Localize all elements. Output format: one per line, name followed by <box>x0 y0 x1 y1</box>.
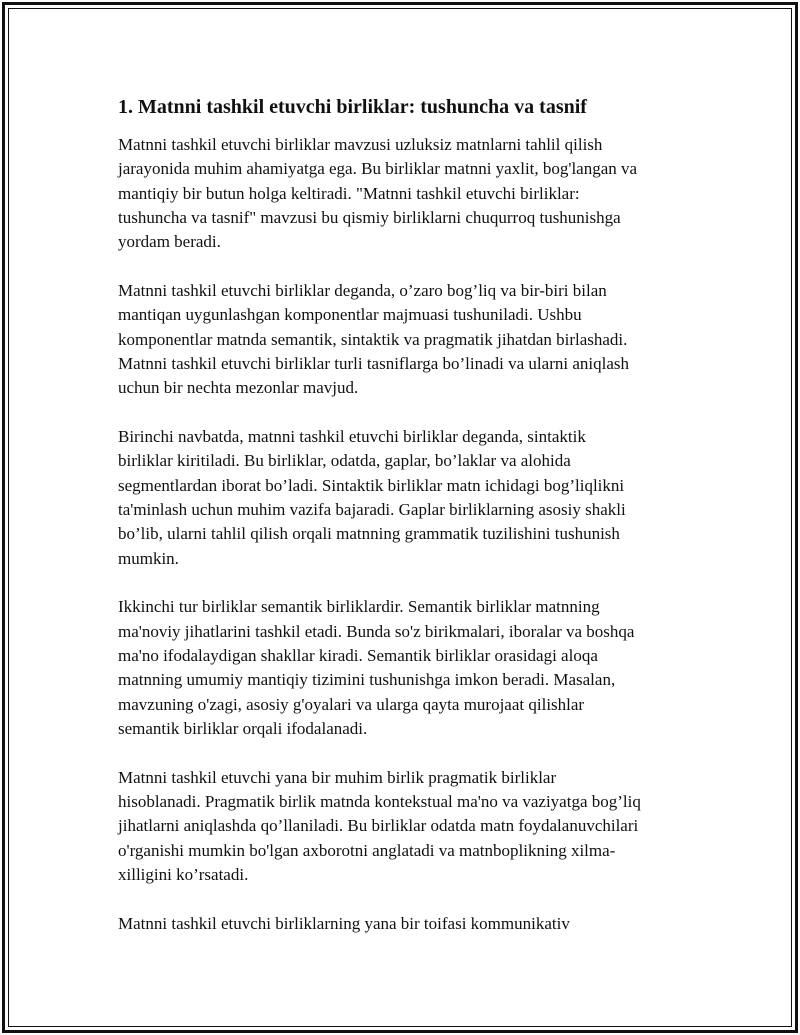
text-line: Birinchi navbatda, matnni tashkil etuvchi birliklar deganda, sintaktik <box>118 426 586 446</box>
text-line: uchun bir nechta mezonlar mavjud. <box>118 378 359 398</box>
text-line: o'rganishi mumkin bo'lgan axborotni anglatadi va matnboplikning xilma- <box>118 840 616 860</box>
text-line: birliklar kiritiladi. Bu birliklar, odatda, gaplar, bo’laklar va alohida <box>118 451 571 471</box>
text-line: mavzuning o'zagi, asosiy g'oyalari va ularga qayta murojaat qilishlar <box>118 694 585 714</box>
text-line: ma'noviy jihatlarini tashkil etadi. Bunda so'z birikmalari, iboralar va boshqa <box>118 621 635 641</box>
text-line: semantik birliklar orqali ifodalanadi. <box>118 718 368 738</box>
text-line: ta'minlash uchun muhim vazifa bajaradi. Gaplar birliklarning asosiy shakli <box>118 499 626 519</box>
text-line: matnning umumiy mantiqiy tizimini tushunishga imkon beradi. Masalan, <box>118 670 616 690</box>
text-line: ma'no ifodalaydigan shakllar kiradi. Semantik birliklar orasidagi aloqa <box>118 645 598 665</box>
text-line: segmentlardan iborat bo’ladi. Sintaktik birliklar matn ichidagi bog’liqlikni <box>118 475 625 495</box>
text-line: mantiqan uygunlashgan komponentlar majmuasi tushuniladi. Ushbu <box>118 305 582 325</box>
text-line: tushuncha va tasnif" mavzusi bu qismiy birliklarni chuqurroq tushunishga <box>118 207 621 227</box>
paragraph-3 <box>118 425 698 571</box>
paragraph-2 <box>118 279 698 401</box>
section-heading: 1. Matnni tashkil etuvchi birliklar: tushuncha va tasnif <box>118 96 587 118</box>
text-line: Matnni tashkil etuvchi birliklar mavzusi uzluksiz matnlarni tahlil qilish <box>118 135 603 154</box>
text-line: Matnni tashkil etuvchi birliklar turli tasniflarga bo’linadi va ularni aniqlash <box>118 353 629 373</box>
text-line: mantiqiy bir butun holga keltiradi. "Matnni tashkil etuvchi birliklar: <box>118 183 580 203</box>
paragraph-4 <box>118 595 698 741</box>
text-line: Matnni tashkil etuvchi birliklar deganda, o’zaro bog’liq va bir-biri bilan <box>118 280 607 300</box>
document-body <box>118 93 698 960</box>
text-line: Matnni tashkil etuvchi yana bir muhim birlik pragmatik birliklar <box>118 767 557 787</box>
text-line: Ikkinchi tur birliklar semantik birliklardir. Semantik birliklar matnning <box>118 597 600 617</box>
paragraph-5 <box>118 766 698 888</box>
text-line: Matnni tashkil etuvchi birliklarning yana bir toifasi kommunikativ <box>118 913 570 933</box>
text-line: komponentlar matnda semantik, sintaktik va pragmatik jihatdan birlashadi. <box>118 329 628 349</box>
text-line: jihatlarni aniqlashda qo’llaniladi. Bu birliklar odatda matn foydalanuvchilari <box>118 816 639 836</box>
text-line: bo’lib, ularni tahlil qilish orqali matnning grammatik tuzilishini tushunish <box>118 524 620 544</box>
paragraph-1 <box>118 133 698 255</box>
text-line: yordam beradi. <box>118 232 221 252</box>
paragraph-6 <box>118 912 698 936</box>
text-line: hisoblanadi. Pragmatik birlik matnda kontekstual ma'no va vaziyatga bog’liq <box>118 791 641 811</box>
text-line: xilligini ko’rsatadi. <box>118 864 249 884</box>
text-line: jarayonida muhim ahamiyatga ega. Bu birliklar matnni yaxlit, bog'langan va <box>118 159 638 179</box>
text-line: mumkin. <box>118 548 179 568</box>
